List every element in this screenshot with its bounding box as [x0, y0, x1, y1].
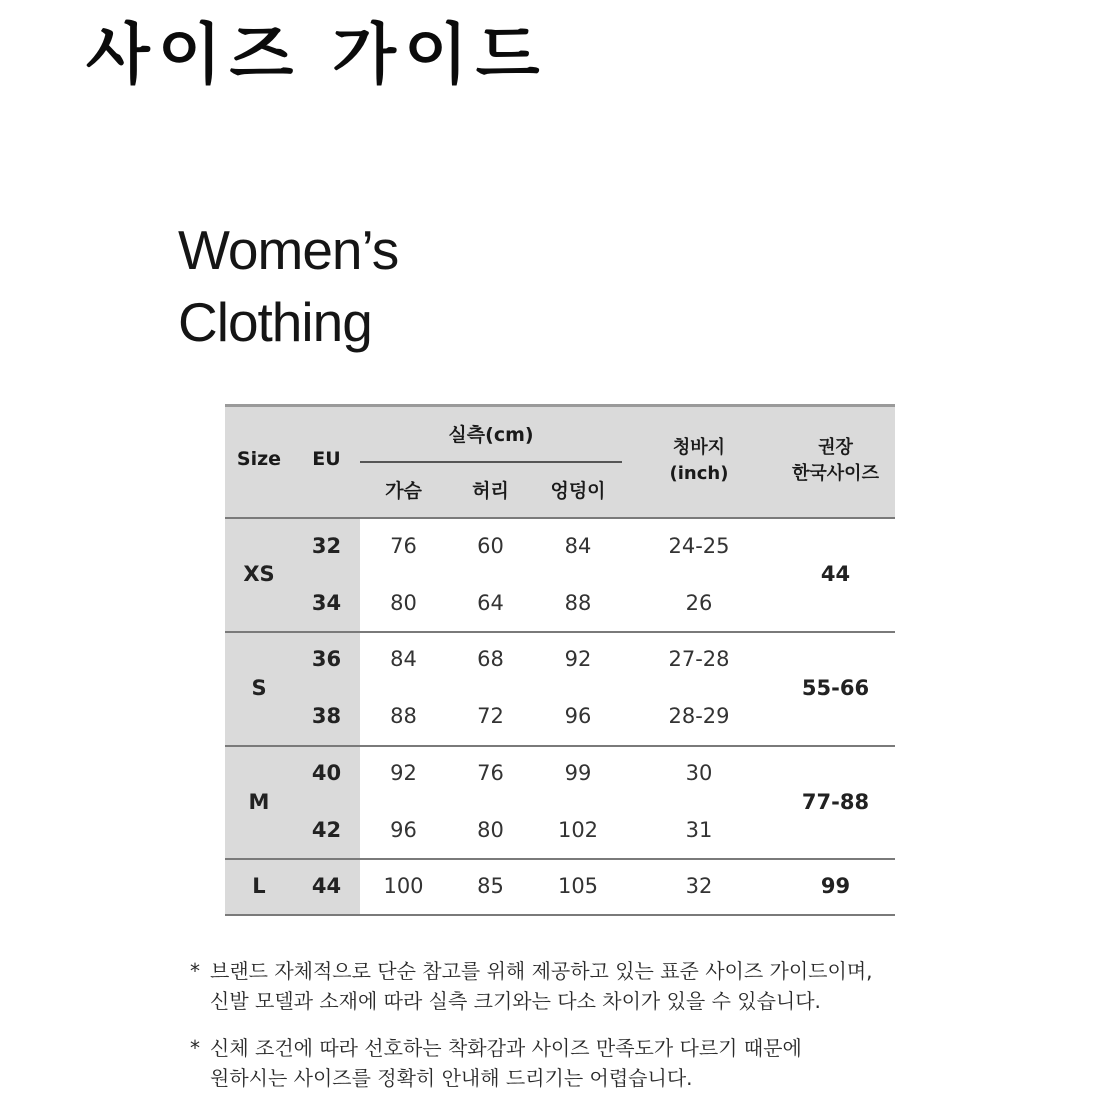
kr-size-value: 77-88	[801, 790, 870, 814]
jeans-value: 27-28	[668, 647, 730, 671]
notes	[190, 956, 873, 1110]
row-separator	[225, 745, 895, 747]
row-separator	[225, 517, 895, 519]
chest-value: 80	[390, 591, 417, 615]
hip-value: 96	[564, 704, 592, 728]
subtitle-line-1: Women’s	[178, 219, 399, 281]
jeans-value: 31	[685, 818, 713, 842]
waist-value: 64	[477, 591, 504, 615]
note-line: 신발 모델과 소재에 따라 실측 크기와는 다소 차이가 있을 수 있습니다.	[210, 989, 821, 1013]
hip-value: 99	[564, 761, 592, 785]
asterisk: *	[190, 1036, 200, 1060]
kr-size-value: 55-66	[801, 676, 870, 700]
note-item	[190, 1033, 873, 1093]
kr-size-value: 44	[820, 562, 851, 586]
hip-value: 92	[564, 647, 592, 671]
eu-value: 32	[311, 534, 342, 558]
waist-value: 80	[477, 818, 504, 842]
subtitle-line-2: Clothing	[178, 291, 372, 353]
eu-value: 42	[311, 818, 342, 842]
row-separator	[225, 631, 895, 633]
eu-value: 38	[311, 704, 342, 728]
table-top-border	[225, 404, 895, 407]
header-eu: EU	[312, 448, 341, 470]
size-label: XS	[243, 562, 275, 586]
header-kr-size	[776, 435, 895, 487]
chest-value: 84	[390, 647, 417, 671]
header-jeans	[622, 435, 776, 487]
asterisk: *	[190, 959, 200, 983]
chest-value: 76	[390, 534, 417, 558]
header-size: Size	[236, 448, 282, 470]
jeans-value: 28-29	[668, 704, 730, 728]
note-line: 원하시는 사이즈를 정확히 안내해 드리기는 어렵습니다.	[210, 1066, 693, 1090]
header-jeans-line-2: (inch)	[669, 463, 729, 484]
waist-value: 72	[477, 704, 504, 728]
jeans-value: 26	[685, 591, 713, 615]
waist-value: 68	[477, 647, 504, 671]
header-waist: 허리	[472, 480, 509, 502]
header-chest: 가슴	[385, 480, 422, 502]
note-line: 신체 조건에 따라 선호하는 착화감과 사이즈 만족도가 다르기 때문에	[210, 1036, 802, 1060]
hip-value: 84	[564, 534, 592, 558]
chest-value: 88	[390, 704, 417, 728]
eu-value: 44	[311, 874, 342, 898]
hip-value: 102	[557, 818, 599, 842]
page-title: 사이즈 가이드	[86, 16, 548, 93]
waist-value: 85	[477, 874, 504, 898]
row-separator	[225, 858, 895, 860]
header-kr-line-2: 한국사이즈	[792, 463, 879, 484]
jeans-value: 32	[685, 874, 713, 898]
size-label: L	[252, 874, 266, 898]
header-kr-line-1: 권장	[818, 437, 853, 458]
eu-value: 40	[311, 761, 342, 785]
jeans-value: 24-25	[668, 534, 730, 558]
waist-value: 76	[477, 761, 504, 785]
header-hip: 엉덩이	[550, 480, 606, 502]
section-subtitle	[178, 214, 398, 358]
chest-value: 96	[390, 818, 417, 842]
jeans-value: 30	[685, 761, 713, 785]
header-measurement-group: 실측(cm)	[448, 424, 534, 446]
header-jeans-line-1: 청바지	[672, 437, 726, 458]
note-line: 브랜드 자체적으로 단순 참고를 위해 제공하고 있는 표준 사이즈 가이드이며,	[210, 959, 873, 983]
table-bottom-border	[225, 914, 895, 916]
kr-size-value: 99	[820, 874, 851, 898]
waist-value: 60	[477, 534, 504, 558]
header-group-underline	[360, 461, 622, 463]
hip-value: 88	[564, 591, 592, 615]
eu-value: 36	[311, 647, 342, 671]
note-item	[190, 956, 873, 1016]
chest-value: 100	[383, 874, 424, 898]
chest-value: 92	[390, 761, 417, 785]
size-table	[225, 404, 895, 916]
eu-value: 34	[311, 591, 342, 615]
size-label: S	[251, 676, 267, 700]
hip-value: 105	[557, 874, 599, 898]
size-label: M	[248, 790, 270, 814]
